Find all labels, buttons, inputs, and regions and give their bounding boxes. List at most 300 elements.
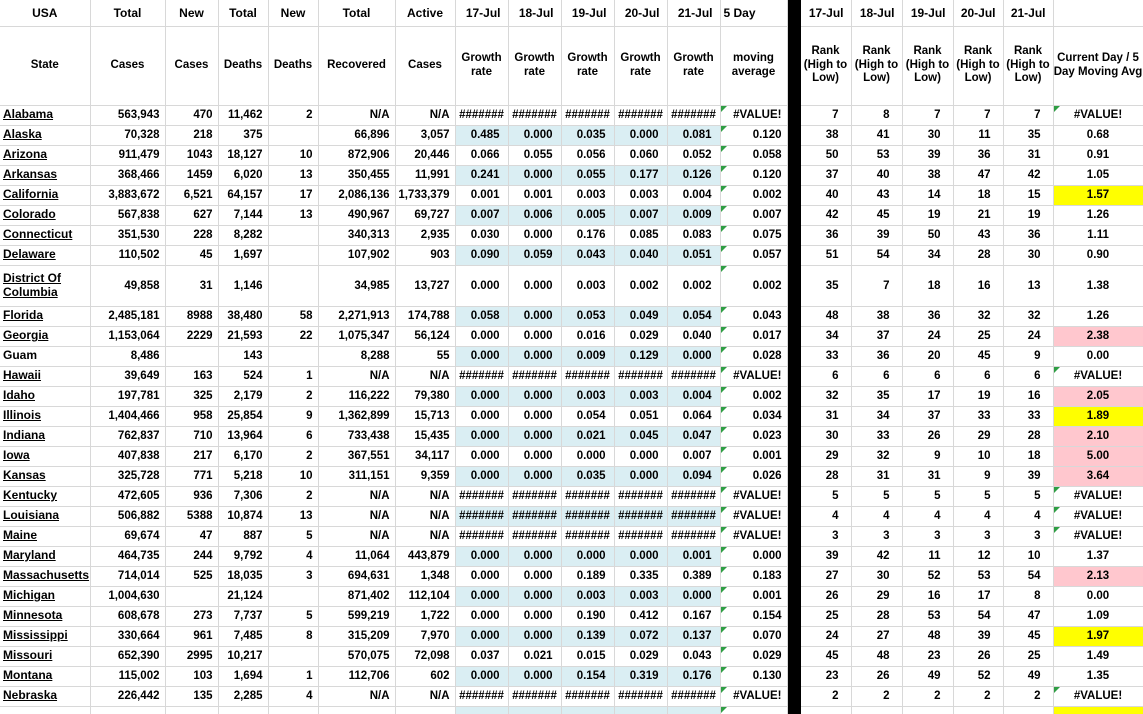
growth-rate-cell-19-Jul[interactable]: 0.016 <box>561 326 614 346</box>
state-link-cell[interactable] <box>0 606 90 626</box>
rank-cell-21-Jul[interactable]: 49 <box>1003 666 1053 686</box>
rank-cell-20-Jul[interactable]: 52 <box>953 666 1003 686</box>
total-cases-cell[interactable]: 351,530 <box>90 225 165 245</box>
growth-rate-cell-18-Jul[interactable]: 0.000 <box>508 265 561 306</box>
growth-rate-cell-18-Jul[interactable]: 0.000 <box>508 386 561 406</box>
rank-cell-18-Jul[interactable]: 43 <box>851 185 902 205</box>
state-link-cell[interactable] <box>0 145 90 165</box>
header-growth-rate-3[interactable]: Growth rate <box>561 26 614 105</box>
total-recovered-cell[interactable]: 1,075,347 <box>318 326 395 346</box>
header-cases[interactable]: Cases <box>90 26 165 105</box>
current-day-ratio-cell[interactable]: 1.26 <box>1053 205 1143 225</box>
total-cases-cell[interactable]: 368,466 <box>90 165 165 185</box>
new-deaths-cell[interactable]: 2 <box>268 486 318 506</box>
new-cases-cell[interactable]: 2229 <box>165 326 218 346</box>
rank-cell-17-Jul[interactable]: 39 <box>800 546 851 566</box>
total-cases-cell[interactable]: 472,605 <box>90 486 165 506</box>
active-cases-cell[interactable]: 602 <box>395 666 455 686</box>
growth-rate-cell-19-Jul[interactable]: ####### <box>561 526 614 546</box>
rank-cell-17-Jul[interactable]: 23 <box>800 666 851 686</box>
header-active-cases-top[interactable]: Active <box>395 0 455 26</box>
active-cases-cell[interactable]: 13,727 <box>395 265 455 306</box>
new-cases-cell[interactable]: 525 <box>165 566 218 586</box>
current-day-ratio-cell[interactable] <box>1053 706 1143 714</box>
total-recovered-cell[interactable]: 350,455 <box>318 165 395 185</box>
state-link[interactable]: Colorado <box>3 207 56 222</box>
rank-cell-17-Jul[interactable]: 5 <box>800 486 851 506</box>
active-cases-cell[interactable]: 79,380 <box>395 386 455 406</box>
total-recovered-cell[interactable]: 34,985 <box>318 265 395 306</box>
total-cases-cell[interactable]: 69,674 <box>90 526 165 546</box>
growth-rate-cell-18-Jul[interactable] <box>508 706 561 714</box>
current-day-ratio-cell[interactable]: 1.97 <box>1053 626 1143 646</box>
rank-cell-20-Jul[interactable]: 32 <box>953 306 1003 326</box>
new-cases-cell[interactable]: 8988 <box>165 306 218 326</box>
moving-average-cell[interactable]: 0.002 <box>720 185 787 205</box>
growth-rate-cell-21-Jul[interactable]: 0.167 <box>667 606 720 626</box>
rank-cell-18-Jul[interactable]: 6 <box>851 366 902 386</box>
header-new-cases-top[interactable]: New <box>165 0 218 26</box>
rank-cell-21-Jul[interactable]: 18 <box>1003 446 1053 466</box>
state-link-cell[interactable] <box>0 526 90 546</box>
growth-rate-cell-17-Jul[interactable]: 0.000 <box>455 426 508 446</box>
total-recovered-cell[interactable]: 2,086,136 <box>318 185 395 205</box>
rank-cell-19-Jul[interactable]: 31 <box>902 466 953 486</box>
total-cases-cell[interactable]: 330,664 <box>90 626 165 646</box>
rank-cell-19-Jul[interactable]: 38 <box>902 165 953 185</box>
rank-cell-19-Jul[interactable]: 39 <box>902 145 953 165</box>
growth-rate-cell-18-Jul[interactable]: 0.001 <box>508 185 561 205</box>
growth-rate-cell-21-Jul[interactable]: 0.007 <box>667 446 720 466</box>
growth-rate-cell-21-Jul[interactable]: 0.040 <box>667 326 720 346</box>
total-recovered-cell[interactable]: 733,438 <box>318 426 395 446</box>
growth-rate-cell-19-Jul[interactable]: 0.005 <box>561 205 614 225</box>
total-recovered-cell[interactable]: 8,288 <box>318 346 395 366</box>
total-deaths-cell[interactable]: 18,127 <box>218 145 268 165</box>
new-cases-cell[interactable]: 958 <box>165 406 218 426</box>
header-moving-average[interactable]: moving average <box>720 26 787 105</box>
rank-cell-17-Jul[interactable]: 38 <box>800 125 851 145</box>
growth-rate-cell-20-Jul[interactable]: 0.049 <box>614 306 667 326</box>
state-link-cell[interactable] <box>0 406 90 426</box>
active-cases-cell[interactable]: N/A <box>395 686 455 706</box>
rank-cell-20-Jul[interactable]: 4 <box>953 506 1003 526</box>
new-deaths-cell[interactable]: 17 <box>268 185 318 205</box>
rank-cell-20-Jul[interactable]: 16 <box>953 265 1003 306</box>
new-deaths-cell[interactable]: 13 <box>268 165 318 185</box>
rank-cell-20-Jul[interactable]: 29 <box>953 426 1003 446</box>
new-cases-cell[interactable]: 217 <box>165 446 218 466</box>
active-cases-cell[interactable]: 69,727 <box>395 205 455 225</box>
active-cases-cell[interactable]: 56,124 <box>395 326 455 346</box>
total-recovered-cell[interactable]: N/A <box>318 366 395 386</box>
growth-rate-cell-21-Jul[interactable]: 0.043 <box>667 646 720 666</box>
new-deaths-cell[interactable]: 13 <box>268 506 318 526</box>
current-day-ratio-cell[interactable]: 2.13 <box>1053 566 1143 586</box>
growth-rate-cell-21-Jul[interactable]: 0.126 <box>667 165 720 185</box>
moving-average-cell[interactable] <box>720 706 787 714</box>
new-cases-cell[interactable]: 710 <box>165 426 218 446</box>
total-cases-cell[interactable]: 1,004,630 <box>90 586 165 606</box>
new-cases-cell[interactable]: 103 <box>165 666 218 686</box>
growth-rate-cell-20-Jul[interactable]: 0.000 <box>614 466 667 486</box>
state-link-cell[interactable] <box>0 386 90 406</box>
rank-cell-17-Jul[interactable]: 37 <box>800 165 851 185</box>
growth-rate-cell-20-Jul[interactable]: 0.335 <box>614 566 667 586</box>
growth-rate-cell-19-Jul[interactable]: 0.139 <box>561 626 614 646</box>
state-link-cell[interactable] <box>0 205 90 225</box>
total-deaths-cell[interactable]: 7,737 <box>218 606 268 626</box>
active-cases-cell[interactable]: N/A <box>395 526 455 546</box>
rank-cell-19-Jul[interactable]: 36 <box>902 306 953 326</box>
growth-rate-cell-19-Jul[interactable]: 0.189 <box>561 566 614 586</box>
rank-cell-19-Jul[interactable]: 50 <box>902 225 953 245</box>
growth-rate-cell-21-Jul[interactable]: ####### <box>667 526 720 546</box>
rank-cell-18-Jul[interactable]: 30 <box>851 566 902 586</box>
total-cases-cell[interactable]: 567,838 <box>90 205 165 225</box>
total-deaths-cell[interactable]: 21,124 <box>218 586 268 606</box>
current-day-ratio-cell[interactable]: 0.90 <box>1053 245 1143 265</box>
active-cases-cell[interactable]: 20,446 <box>395 145 455 165</box>
rank-cell-20-Jul[interactable]: 53 <box>953 566 1003 586</box>
active-cases-cell[interactable]: 112,104 <box>395 586 455 606</box>
rank-cell-17-Jul[interactable]: 40 <box>800 185 851 205</box>
rank-cell-17-Jul[interactable]: 29 <box>800 446 851 466</box>
rank-cell-18-Jul[interactable]: 31 <box>851 466 902 486</box>
active-cases-cell[interactable]: 9,359 <box>395 466 455 486</box>
rank-cell-21-Jul[interactable]: 9 <box>1003 346 1053 366</box>
rank-cell-18-Jul[interactable]: 35 <box>851 386 902 406</box>
growth-rate-cell-21-Jul[interactable] <box>667 706 720 714</box>
growth-rate-cell-21-Jul[interactable]: 0.094 <box>667 466 720 486</box>
active-cases-cell[interactable]: N/A <box>395 105 455 125</box>
growth-rate-cell-20-Jul[interactable]: ####### <box>614 486 667 506</box>
current-day-ratio-cell[interactable]: 0.00 <box>1053 586 1143 606</box>
growth-rate-cell-17-Jul[interactable]: ####### <box>455 486 508 506</box>
total-cases-cell[interactable]: 2,485,181 <box>90 306 165 326</box>
state-link-cell[interactable] <box>0 486 90 506</box>
growth-rate-cell-18-Jul[interactable]: 0.000 <box>508 306 561 326</box>
new-deaths-cell[interactable]: 5 <box>268 606 318 626</box>
total-deaths-cell[interactable]: 6,170 <box>218 446 268 466</box>
total-deaths-cell[interactable] <box>218 706 268 714</box>
growth-rate-cell-20-Jul[interactable]: 0.412 <box>614 606 667 626</box>
header-total-recovered-top[interactable]: Total <box>318 0 395 26</box>
rank-cell-17-Jul[interactable]: 3 <box>800 526 851 546</box>
growth-rate-cell-18-Jul[interactable]: 0.000 <box>508 346 561 366</box>
growth-rate-cell-21-Jul[interactable]: ####### <box>667 105 720 125</box>
header-current-day-ratio[interactable]: Current Day / 5 Day Moving Avg <box>1053 26 1143 105</box>
growth-rate-cell-20-Jul[interactable]: 0.029 <box>614 326 667 346</box>
growth-rate-cell-17-Jul[interactable]: 0.066 <box>455 145 508 165</box>
state-link-cell[interactable] <box>0 546 90 566</box>
current-day-ratio-cell[interactable]: 5.00 <box>1053 446 1143 466</box>
growth-rate-cell-21-Jul[interactable]: 0.009 <box>667 205 720 225</box>
rank-cell-20-Jul[interactable]: 3 <box>953 526 1003 546</box>
header-total-deaths-top[interactable]: Total <box>218 0 268 26</box>
rank-cell-17-Jul[interactable]: 4 <box>800 506 851 526</box>
total-deaths-cell[interactable]: 1,697 <box>218 245 268 265</box>
rank-cell-17-Jul[interactable]: 32 <box>800 386 851 406</box>
current-day-ratio-cell[interactable]: #VALUE! <box>1053 105 1143 125</box>
state-link-cell[interactable] <box>0 686 90 706</box>
rank-cell-21-Jul[interactable]: 42 <box>1003 165 1053 185</box>
state-link-cell[interactable] <box>0 346 90 366</box>
rank-cell-20-Jul[interactable]: 5 <box>953 486 1003 506</box>
rank-cell-21-Jul[interactable]: 16 <box>1003 386 1053 406</box>
active-cases-cell[interactable]: N/A <box>395 366 455 386</box>
current-day-ratio-cell[interactable]: 1.09 <box>1053 606 1143 626</box>
growth-rate-cell-18-Jul[interactable]: 0.000 <box>508 466 561 486</box>
growth-rate-cell-20-Jul[interactable]: 0.003 <box>614 586 667 606</box>
rank-cell-20-Jul[interactable]: 7 <box>953 105 1003 125</box>
new-deaths-cell[interactable]: 2 <box>268 386 318 406</box>
moving-average-cell[interactable]: 0.058 <box>720 145 787 165</box>
new-cases-cell[interactable]: 273 <box>165 606 218 626</box>
growth-rate-cell-19-Jul[interactable]: 0.055 <box>561 165 614 185</box>
total-cases-cell[interactable]: 3,883,672 <box>90 185 165 205</box>
current-day-ratio-cell[interactable]: 1.37 <box>1053 546 1143 566</box>
rank-cell-19-Jul[interactable]: 53 <box>902 606 953 626</box>
moving-average-cell[interactable]: 0.026 <box>720 466 787 486</box>
growth-rate-cell-20-Jul[interactable]: 0.051 <box>614 406 667 426</box>
current-day-ratio-cell[interactable]: #VALUE! <box>1053 526 1143 546</box>
total-recovered-cell[interactable]: 11,064 <box>318 546 395 566</box>
rank-cell-17-Jul[interactable]: 34 <box>800 326 851 346</box>
state-link-cell[interactable] <box>0 666 90 686</box>
state-link[interactable]: Massachusetts <box>3 568 90 583</box>
active-cases-cell[interactable]: 72,098 <box>395 646 455 666</box>
total-recovered-cell[interactable]: 315,209 <box>318 626 395 646</box>
total-cases-cell[interactable]: 1,153,064 <box>90 326 165 346</box>
total-deaths-cell[interactable]: 6,020 <box>218 165 268 185</box>
total-cases-cell[interactable]: 325,728 <box>90 466 165 486</box>
moving-average-cell[interactable]: 0.028 <box>720 346 787 366</box>
rank-cell-20-Jul[interactable]: 28 <box>953 245 1003 265</box>
growth-rate-cell-20-Jul[interactable]: 0.003 <box>614 386 667 406</box>
new-cases-cell[interactable]: 470 <box>165 105 218 125</box>
growth-rate-cell-19-Jul[interactable]: 0.003 <box>561 586 614 606</box>
rank-cell-19-Jul[interactable]: 18 <box>902 265 953 306</box>
growth-rate-cell-21-Jul[interactable]: 0.004 <box>667 185 720 205</box>
new-cases-cell[interactable]: 1459 <box>165 165 218 185</box>
rank-cell-18-Jul[interactable]: 33 <box>851 426 902 446</box>
new-deaths-cell[interactable] <box>268 245 318 265</box>
total-deaths-cell[interactable]: 524 <box>218 366 268 386</box>
moving-average-cell[interactable]: #VALUE! <box>720 366 787 386</box>
state-link-cell[interactable] <box>0 165 90 185</box>
new-cases-cell[interactable]: 961 <box>165 626 218 646</box>
growth-rate-cell-21-Jul[interactable]: ####### <box>667 506 720 526</box>
total-deaths-cell[interactable]: 7,306 <box>218 486 268 506</box>
rank-cell-18-Jul[interactable]: 54 <box>851 245 902 265</box>
new-cases-cell[interactable]: 47 <box>165 526 218 546</box>
rank-cell-19-Jul[interactable]: 23 <box>902 646 953 666</box>
growth-rate-cell-21-Jul[interactable]: 0.052 <box>667 145 720 165</box>
growth-rate-cell-18-Jul[interactable]: 0.021 <box>508 646 561 666</box>
rank-cell-21-Jul[interactable]: 10 <box>1003 546 1053 566</box>
rank-cell-21-Jul[interactable]: 4 <box>1003 506 1053 526</box>
growth-rate-cell-18-Jul[interactable]: 0.000 <box>508 225 561 245</box>
state-link[interactable]: Maine <box>3 528 38 543</box>
rank-cell-17-Jul[interactable]: 7 <box>800 105 851 125</box>
total-recovered-cell[interactable]: 2,271,913 <box>318 306 395 326</box>
state-link[interactable]: Kansas <box>3 468 46 483</box>
moving-average-cell[interactable]: #VALUE! <box>720 686 787 706</box>
total-deaths-cell[interactable]: 887 <box>218 526 268 546</box>
total-deaths-cell[interactable]: 1,694 <box>218 666 268 686</box>
growth-rate-cell-18-Jul[interactable]: 0.000 <box>508 406 561 426</box>
new-deaths-cell[interactable] <box>268 706 318 714</box>
header-growth-rate-4[interactable]: Growth rate <box>614 26 667 105</box>
growth-rate-cell-20-Jul[interactable]: 0.000 <box>614 125 667 145</box>
total-cases-cell[interactable]: 762,837 <box>90 426 165 446</box>
total-recovered-cell[interactable]: 490,967 <box>318 205 395 225</box>
total-deaths-cell[interactable]: 375 <box>218 125 268 145</box>
active-cases-cell[interactable]: 903 <box>395 245 455 265</box>
state-link[interactable]: Alaska <box>3 127 42 142</box>
new-deaths-cell[interactable] <box>268 125 318 145</box>
moving-average-cell[interactable]: 0.000 <box>720 546 787 566</box>
rank-cell-19-Jul[interactable]: 52 <box>902 566 953 586</box>
moving-average-cell[interactable]: 0.070 <box>720 626 787 646</box>
rank-cell-19-Jul[interactable]: 9 <box>902 446 953 466</box>
growth-rate-cell-17-Jul[interactable] <box>455 706 508 714</box>
new-deaths-cell[interactable]: 2 <box>268 446 318 466</box>
new-cases-cell[interactable]: 135 <box>165 686 218 706</box>
growth-rate-cell-17-Jul[interactable]: 0.000 <box>455 586 508 606</box>
rank-cell-19-Jul[interactable]: 49 <box>902 666 953 686</box>
rank-cell-18-Jul[interactable]: 26 <box>851 666 902 686</box>
growth-rate-cell-17-Jul[interactable]: ####### <box>455 686 508 706</box>
growth-rate-cell-18-Jul[interactable]: 0.059 <box>508 245 561 265</box>
moving-average-cell[interactable]: 0.002 <box>720 265 787 306</box>
total-deaths-cell[interactable]: 10,217 <box>218 646 268 666</box>
growth-rate-cell-17-Jul[interactable]: 0.000 <box>455 606 508 626</box>
growth-rate-cell-18-Jul[interactable]: ####### <box>508 366 561 386</box>
total-cases-cell[interactable]: 608,678 <box>90 606 165 626</box>
state-link-cell[interactable] <box>0 706 90 714</box>
new-cases-cell[interactable]: 45 <box>165 245 218 265</box>
rank-cell-20-Jul[interactable]: 45 <box>953 346 1003 366</box>
total-cases-cell[interactable]: 1,404,466 <box>90 406 165 426</box>
rank-cell-18-Jul[interactable]: 32 <box>851 446 902 466</box>
rank-cell-19-Jul[interactable]: 37 <box>902 406 953 426</box>
state-link-cell[interactable] <box>0 566 90 586</box>
moving-average-cell[interactable]: 0.130 <box>720 666 787 686</box>
rank-cell-18-Jul[interactable]: 2 <box>851 686 902 706</box>
growth-rate-cell-18-Jul[interactable]: 0.000 <box>508 446 561 466</box>
rank-cell-19-Jul[interactable]: 24 <box>902 326 953 346</box>
rank-cell-21-Jul[interactable]: 15 <box>1003 185 1053 205</box>
growth-rate-cell-21-Jul[interactable]: ####### <box>667 486 720 506</box>
rank-cell-20-Jul[interactable]: 43 <box>953 225 1003 245</box>
growth-rate-cell-19-Jul[interactable]: 0.003 <box>561 265 614 306</box>
growth-rate-cell-17-Jul[interactable]: 0.030 <box>455 225 508 245</box>
moving-average-cell[interactable]: 0.001 <box>720 586 787 606</box>
growth-rate-cell-20-Jul[interactable]: 0.040 <box>614 245 667 265</box>
header-rank-5[interactable]: Rank (High to Low) <box>1003 26 1053 105</box>
growth-rate-cell-21-Jul[interactable]: 0.002 <box>667 265 720 306</box>
new-deaths-cell[interactable]: 9 <box>268 406 318 426</box>
growth-rate-cell-17-Jul[interactable]: ####### <box>455 506 508 526</box>
current-day-ratio-cell[interactable]: 1.35 <box>1053 666 1143 686</box>
header-rank-1[interactable]: Rank (High to Low) <box>800 26 851 105</box>
rank-cell-19-Jul[interactable]: 4 <box>902 506 953 526</box>
moving-average-cell[interactable]: 0.017 <box>720 326 787 346</box>
header-growth-rate-5[interactable]: Growth rate <box>667 26 720 105</box>
header-recovered[interactable]: Recovered <box>318 26 395 105</box>
rank-cell-20-Jul[interactable]: 21 <box>953 205 1003 225</box>
total-recovered-cell[interactable]: N/A <box>318 506 395 526</box>
state-link-cell[interactable] <box>0 466 90 486</box>
rank-cell-20-Jul[interactable]: 54 <box>953 606 1003 626</box>
new-deaths-cell[interactable]: 22 <box>268 326 318 346</box>
state-link-cell[interactable] <box>0 626 90 646</box>
growth-rate-cell-17-Jul[interactable]: 0.000 <box>455 265 508 306</box>
growth-rate-cell-21-Jul[interactable]: 0.081 <box>667 125 720 145</box>
growth-rate-cell-20-Jul[interactable]: 0.029 <box>614 646 667 666</box>
new-deaths-cell[interactable]: 58 <box>268 306 318 326</box>
rank-cell-17-Jul[interactable]: 36 <box>800 225 851 245</box>
rank-cell-18-Jul[interactable]: 27 <box>851 626 902 646</box>
total-recovered-cell[interactable]: N/A <box>318 105 395 125</box>
total-deaths-cell[interactable]: 18,035 <box>218 566 268 586</box>
rank-cell-19-Jul[interactable]: 7 <box>902 105 953 125</box>
rank-cell-21-Jul[interactable]: 6 <box>1003 366 1053 386</box>
growth-rate-cell-20-Jul[interactable]: ####### <box>614 526 667 546</box>
rank-cell-19-Jul[interactable]: 14 <box>902 185 953 205</box>
total-deaths-cell[interactable]: 5,218 <box>218 466 268 486</box>
rank-cell-21-Jul[interactable]: 5 <box>1003 486 1053 506</box>
state-link[interactable]: Alabama <box>3 107 54 122</box>
growth-rate-cell-18-Jul[interactable]: 0.000 <box>508 125 561 145</box>
growth-rate-cell-18-Jul[interactable]: 0.000 <box>508 606 561 626</box>
rank-cell-17-Jul[interactable]: 42 <box>800 205 851 225</box>
growth-rate-cell-20-Jul[interactable]: ####### <box>614 686 667 706</box>
growth-rate-cell-21-Jul[interactable]: 0.176 <box>667 666 720 686</box>
rank-cell-20-Jul[interactable]: 26 <box>953 646 1003 666</box>
total-deaths-cell[interactable]: 2,179 <box>218 386 268 406</box>
rank-cell-17-Jul[interactable]: 6 <box>800 366 851 386</box>
growth-rate-cell-21-Jul[interactable]: 0.000 <box>667 346 720 366</box>
current-day-ratio-cell[interactable]: 2.10 <box>1053 426 1143 446</box>
header-rank-date-17jul[interactable]: 17-Jul <box>800 0 851 26</box>
state-link[interactable]: Guam <box>3 348 38 363</box>
moving-average-cell[interactable]: 0.023 <box>720 426 787 446</box>
growth-rate-cell-19-Jul[interactable]: 0.009 <box>561 346 614 366</box>
total-recovered-cell[interactable]: 1,362,899 <box>318 406 395 426</box>
total-recovered-cell[interactable]: 311,151 <box>318 466 395 486</box>
state-link-cell[interactable] <box>0 245 90 265</box>
total-deaths-cell[interactable]: 8,282 <box>218 225 268 245</box>
new-deaths-cell[interactable] <box>268 346 318 366</box>
rank-cell-19-Jul[interactable]: 26 <box>902 426 953 446</box>
growth-rate-cell-19-Jul[interactable] <box>561 706 614 714</box>
growth-rate-cell-19-Jul[interactable]: ####### <box>561 506 614 526</box>
rank-cell-21-Jul[interactable]: 24 <box>1003 326 1053 346</box>
rank-cell-21-Jul[interactable]: 30 <box>1003 245 1053 265</box>
active-cases-cell[interactable]: 15,713 <box>395 406 455 426</box>
new-cases-cell[interactable]: 1043 <box>165 145 218 165</box>
state-link[interactable]: Arizona <box>3 147 48 162</box>
state-link[interactable]: Maryland <box>3 548 56 563</box>
header-rank-2[interactable]: Rank (High to Low) <box>851 26 902 105</box>
new-cases-cell[interactable]: 627 <box>165 205 218 225</box>
moving-average-cell[interactable]: 0.001 <box>720 446 787 466</box>
rank-cell-20-Jul[interactable]: 39 <box>953 626 1003 646</box>
moving-average-cell[interactable]: 0.029 <box>720 646 787 666</box>
